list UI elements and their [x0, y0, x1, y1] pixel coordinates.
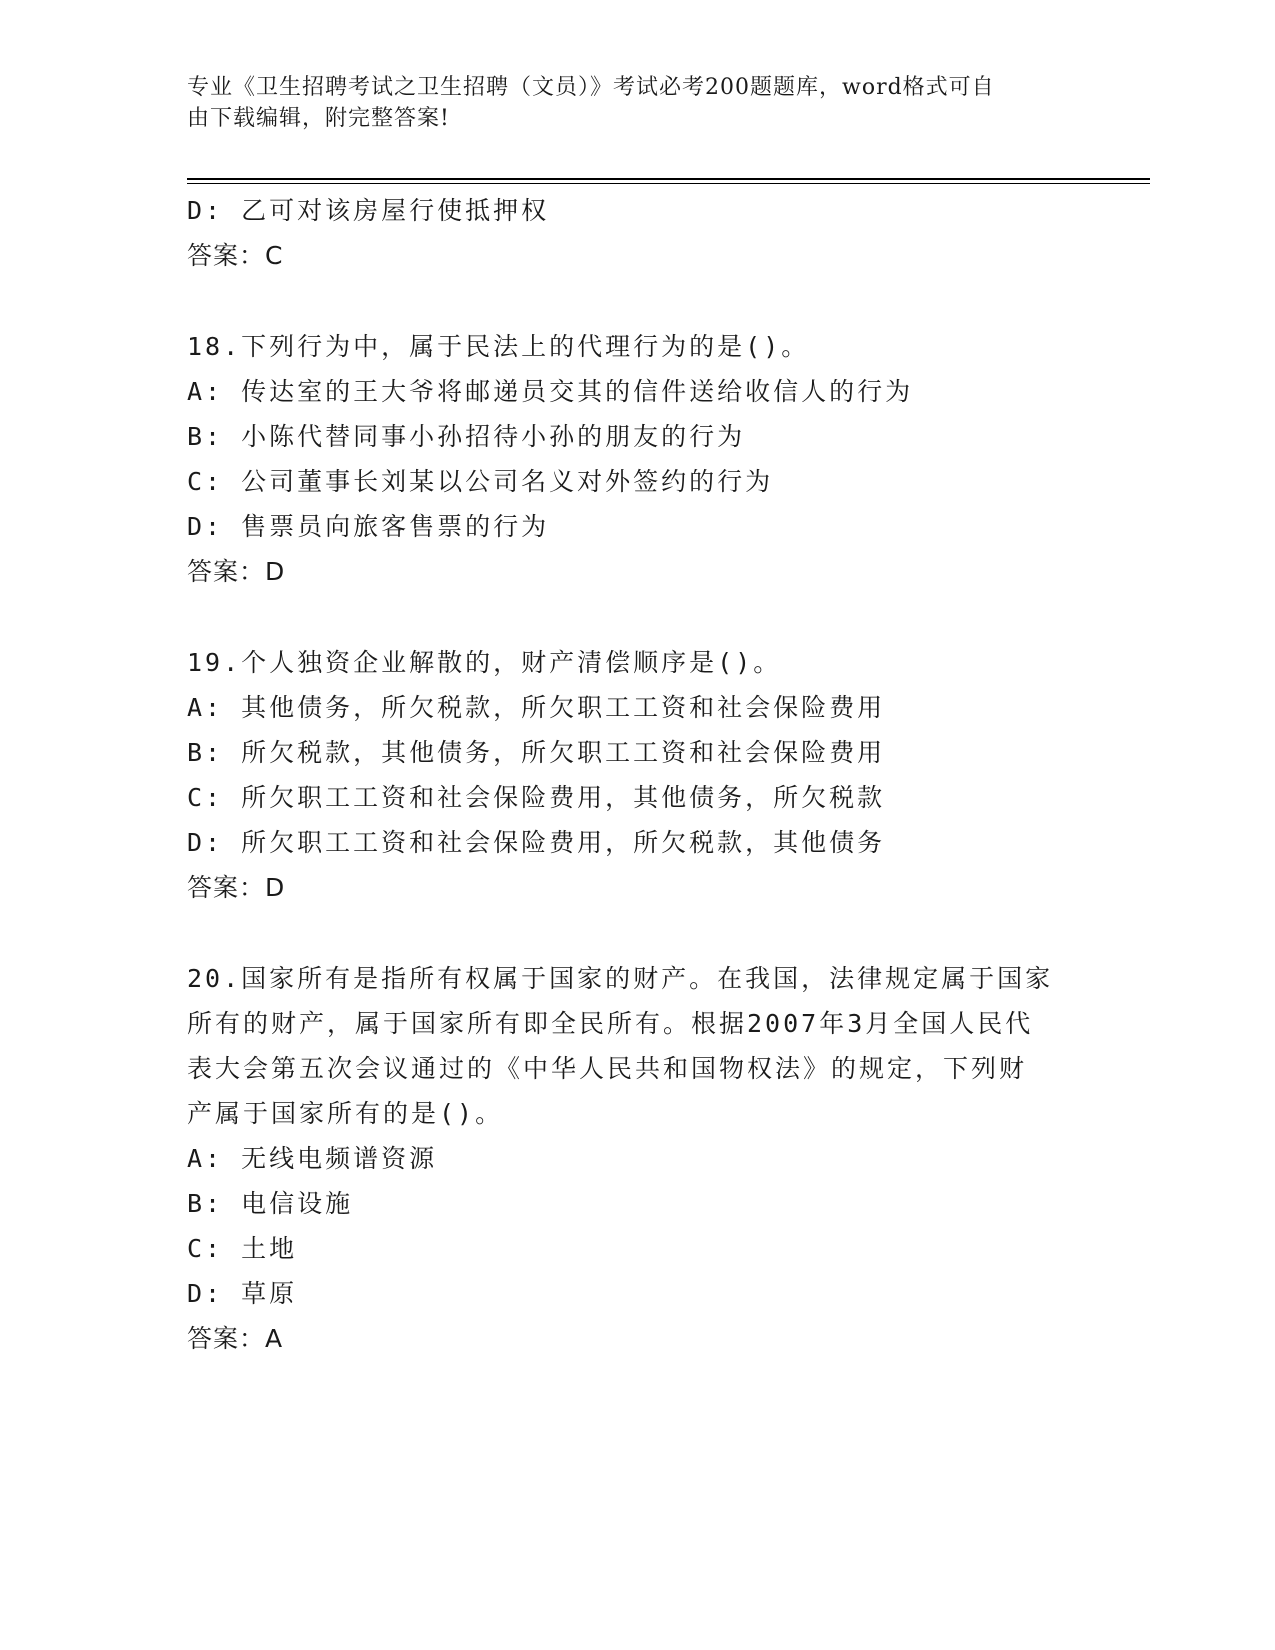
answer: 答案：D [187, 557, 286, 586]
question-20 [187, 956, 1077, 1361]
option-b: B: 电信设施 [187, 1189, 354, 1218]
question-19 [187, 640, 1077, 910]
question-18 [187, 324, 1077, 594]
option-d: D: 所欠职工工资和社会保险费用，所欠税款，其他债务 [187, 828, 886, 857]
question-stem: 19.个人独资企业解散的，财产清偿顺序是()。 [187, 648, 782, 677]
header-line-1: 专业《卫生招聘考试之卫生招聘（文员）》考试必考200题题库，word格式可自 [187, 75, 995, 100]
option-a: A: 传达室的王大爷将邮递员交其的信件送给收信人的行为 [187, 377, 914, 406]
option-d: D: 售票员向旅客售票的行为 [187, 512, 550, 541]
spacer [187, 910, 1077, 956]
answer: 答案：D [187, 873, 286, 902]
option-c: C: 所欠职工工资和社会保险费用，其他债务，所欠税款 [187, 783, 886, 812]
document-body [187, 188, 1077, 1361]
spacer [187, 594, 1077, 640]
header-divider-thin [187, 183, 1150, 184]
header-divider-thick [187, 178, 1150, 180]
header-line-2: 由下载编辑，附完整答案! [187, 106, 450, 131]
option-a: A: 其他债务，所欠税款，所欠职工工资和社会保险费用 [187, 693, 886, 722]
question-stem: 18.下列行为中，属于民法上的代理行为的是()。 [187, 332, 810, 361]
question-stem-line-4: 产属于国家所有的是()。 [187, 1099, 504, 1128]
carry-over-question [187, 188, 1077, 278]
option-a: A: 无线电频谱资源 [187, 1144, 438, 1173]
option-c: C: 土地 [187, 1234, 298, 1263]
spacer [187, 278, 1077, 324]
option-d: D: 乙可对该房屋行使抵押权 [187, 196, 550, 225]
question-stem-line-1: 20.国家所有是指所有权属于国家的财产。在我国，法律规定属于国家 [187, 964, 1054, 993]
option-c: C: 公司董事长刘某以公司名义对外签约的行为 [187, 467, 774, 496]
document-header [187, 72, 1067, 134]
question-stem-line-3: 表大会第五次会议通过的《中华人民共和国物权法》的规定，下列财 [187, 1054, 1028, 1083]
option-d: D: 草原 [187, 1279, 298, 1308]
option-b: B: 小陈代替同事小孙招待小孙的朋友的行为 [187, 422, 746, 451]
answer: 答案：A [187, 1324, 284, 1353]
question-stem-line-2: 所有的财产，属于国家所有即全民所有。根据2007年3月全国人民代 [187, 1009, 1034, 1038]
answer: 答案：C [187, 241, 284, 270]
option-b: B: 所欠税款，其他债务，所欠职工工资和社会保险费用 [187, 738, 886, 767]
